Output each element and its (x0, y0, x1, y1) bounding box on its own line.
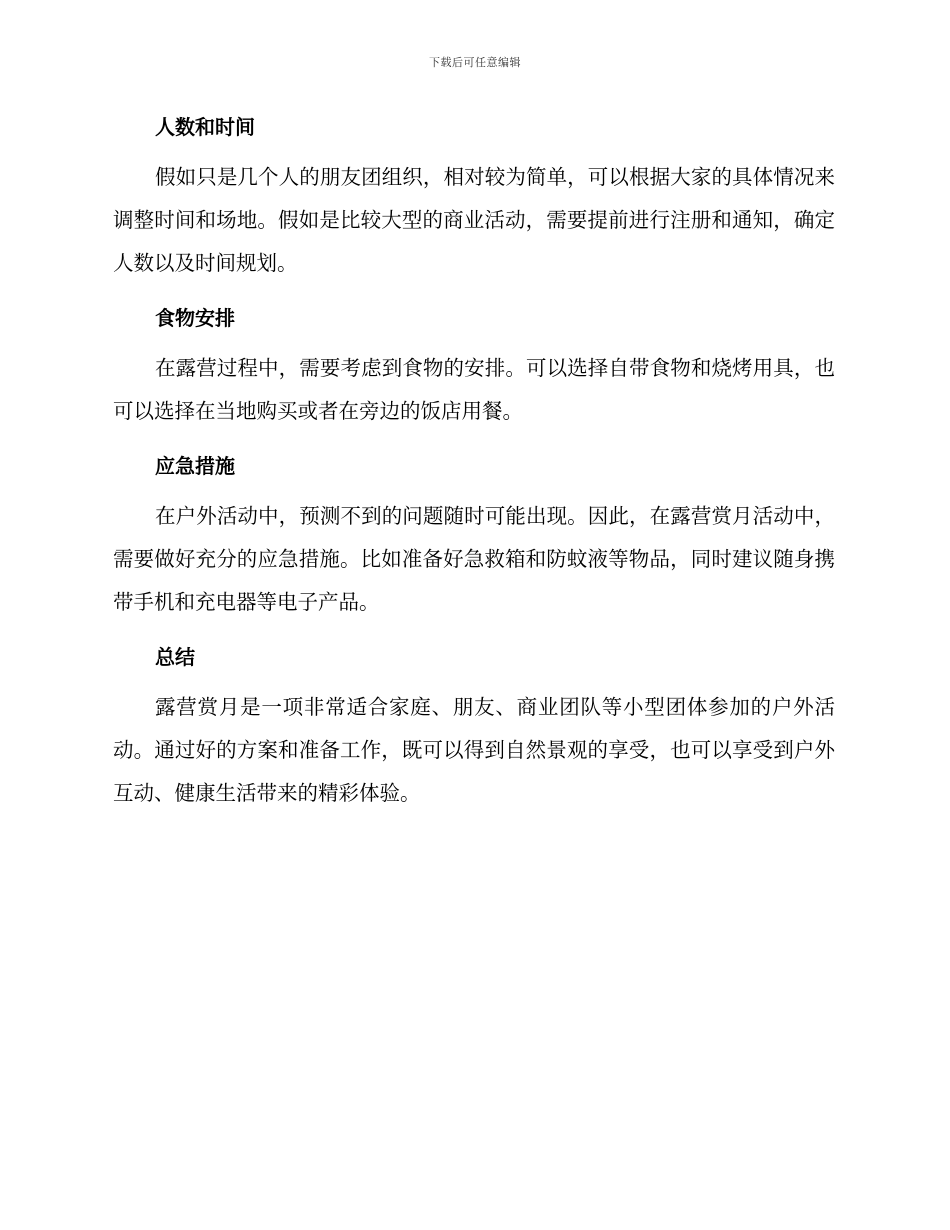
header-note: 下载后可任意编辑 (429, 56, 521, 69)
section-heading: 人数和时间 (155, 115, 255, 139)
section-heading: 应急措施 (155, 454, 235, 478)
section-heading: 总结 (155, 645, 195, 669)
section-emergency (113, 449, 835, 624)
section-heading: 食物安排 (155, 306, 235, 330)
section-headcount-time (113, 110, 835, 285)
section-summary (113, 640, 835, 815)
section-food (113, 301, 835, 433)
section-paragraph: 在露营过程中，需要考虑到食物的安排。可以选择自带食物和烧烤用具，也可以选择在当地购买或者在旁边的饭店用餐。 (113, 356, 835, 423)
section-paragraph: 假如只是几个人的朋友团组织，相对较为简单，可以根据大家的具体情况来调整时间和场地。假如是比较大型的商业活动，需要提前进行注册和通知，确定人数以及时间规划。 (113, 165, 835, 275)
section-paragraph: 露营赏月是一项非常适合家庭、朋友、商业团队等小型团体参加的户外活动。通过好的方案和准备工作，既可以得到自然景观的享受，也可以享受到户外互动、健康生活带来的精彩体验。 (113, 695, 835, 805)
document-content (113, 110, 835, 831)
section-paragraph: 在户外活动中，预测不到的问题随时可能出现。因此，在露营赏月活动中，需要做好充分的应急措施。比如准备好急救箱和防蚊液等物品，同时建议随身携带手机和充电器等电子产品。 (113, 504, 835, 614)
